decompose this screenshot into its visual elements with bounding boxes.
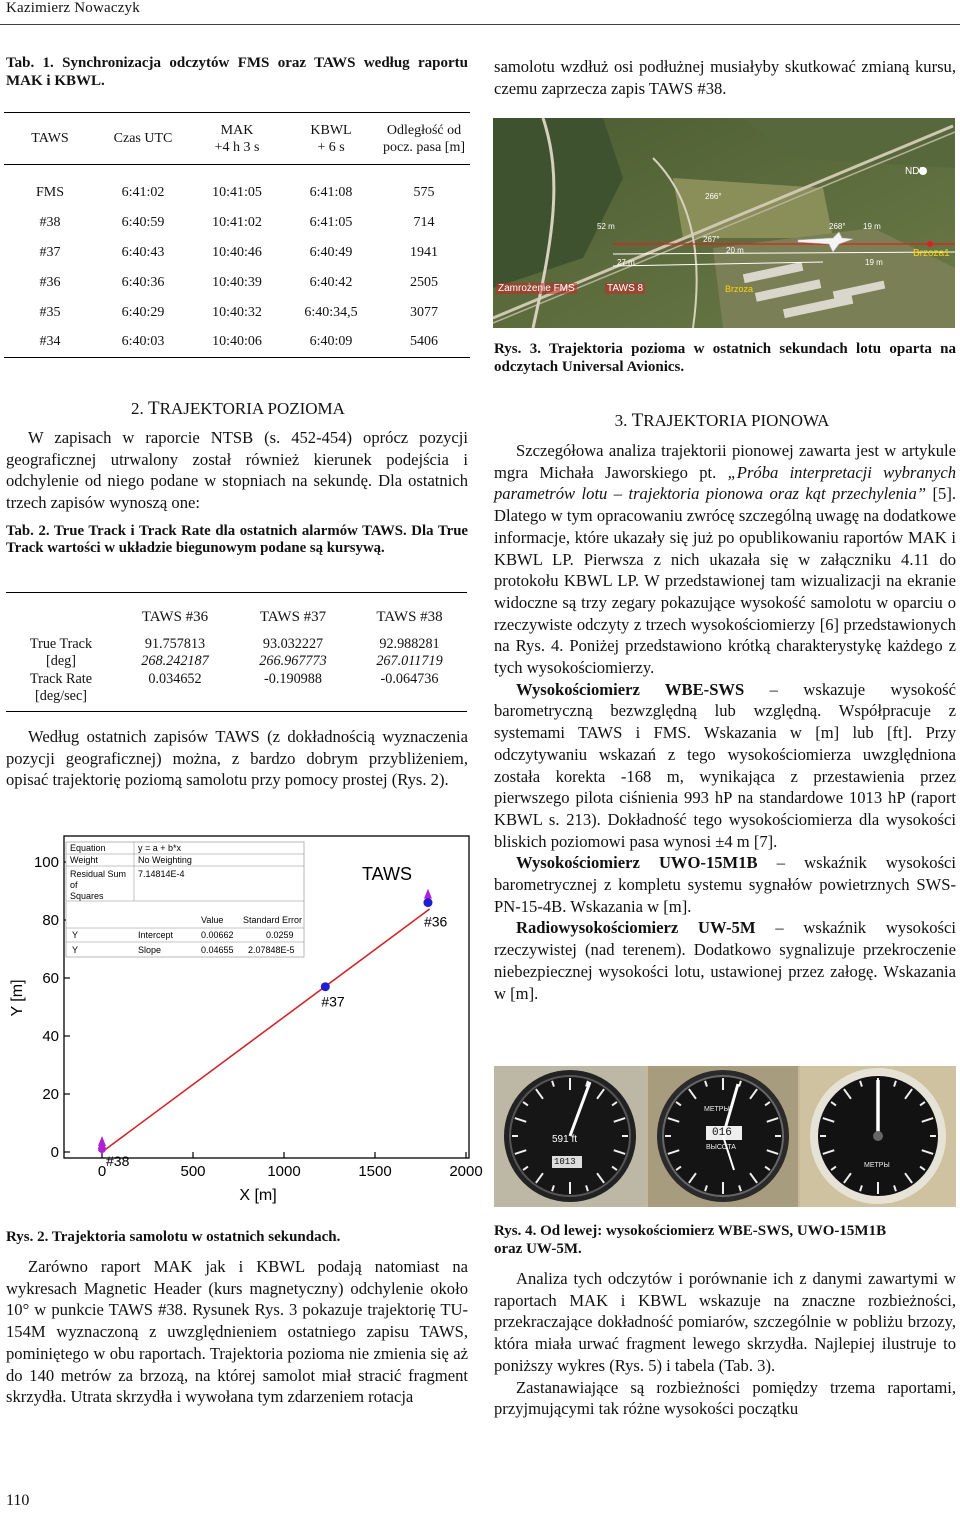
fit-param-cell: Y [72, 945, 79, 955]
table-row: Track Rate [deg/sec] 0.034652 -0.190988 -0.064736 [6, 671, 467, 712]
label-27m: 27 m [617, 258, 635, 267]
fit-param-cell: 0.0259 [266, 930, 294, 940]
label-268: 268° [829, 222, 846, 231]
y-tick-label: 20 [42, 1086, 59, 1103]
tab1-col-kbwl: KBWL + 6 s [284, 113, 378, 165]
tab1-col-mak: MAK +4 h 3 s [190, 113, 284, 165]
right-top-para: samolotu wzdłuż osi podłużnej musiałyby skutkować zmianą kursu, czemu zaprzecza zapis TAWS #38. [494, 57, 956, 98]
gauge2-sublabel: ВЫСОТА [706, 1144, 736, 1151]
fit-param-header: Value [201, 915, 224, 925]
fit-row-label: Equation [70, 843, 106, 853]
label-brzoza: Brzoza [725, 284, 754, 294]
fit-row-value: y = a + b*x [138, 843, 182, 853]
label-brzoza1: Brzoza1 [913, 248, 950, 259]
point-label-37: #37 [321, 993, 345, 1010]
y-tick-label: 0 [50, 1144, 59, 1161]
table-row: #37 6:40:43 10:40:46 6:40:49 1941 [39, 244, 438, 260]
label-ndb: NDB [905, 166, 927, 177]
tab2-col-37: TAWS #37 [234, 593, 352, 630]
x-tick-label: 2000 [449, 1163, 483, 1180]
gauge2-drum: 016 [712, 1127, 732, 1139]
label-266: 266° [705, 192, 722, 201]
gauge1-drum: 1013 [554, 1157, 576, 1167]
y-tick-label: 40 [42, 1028, 59, 1045]
fit-param-header: Standard Error [243, 915, 303, 925]
y-tick-label: 100 [33, 854, 59, 871]
tab1-caption: Tab. 1. Synchronizacja odczytów FMS oraz TAWS według raportu MAK i KBWL. [6, 55, 468, 89]
tab2-col-36: TAWS #36 [116, 593, 234, 630]
fit-row-value: 7.14814E-4 [138, 869, 185, 879]
data-point-37 [321, 982, 330, 991]
running-header: Kazimierz Nowaczyk [6, 0, 140, 16]
table-row: #35 6:40:29 10:40:32 6:40:34,5 3077 [39, 304, 438, 320]
fit-param-cell: Slope [138, 945, 162, 955]
label-267: 267° [703, 235, 720, 244]
tab1-col-utc: Czas UTC [96, 113, 190, 165]
gauge3-label: МЕТРЫ [864, 1162, 890, 1169]
x-tick-label: 0 [97, 1163, 107, 1180]
header-rule [0, 24, 960, 25]
fit-param-cell: 2.07848E-5 [248, 945, 295, 955]
right-bottom-text: Analiza tych odczytów i porównanie ich z danymi zawartymi w raportach MAK i KBWL wskazuje na znaczne rozbieżności, przekraczające dokładność pomiarów, szczególnie w pobliżu brzozy, która miała urwać fragment lewego skrzydła. Najlepiej ilustruje to poniższy wykres (Rys. 5) i tabela (Tab. 3). Zastanawiające są rozbieżności pomiędzy trzema raportami, przyjmującymi tak różne wysokości początku [494, 1269, 956, 1419]
fit-row-label: Weight [70, 855, 98, 865]
x-tick-label: 1500 [358, 1163, 392, 1180]
label-19m-a: 19 m [863, 222, 881, 231]
table-row: #36 6:40:36 10:40:39 6:40:42 2505 [39, 274, 438, 290]
para-zarowno: Zarówno raport MAK jak i KBWL podają natomiast na wykresach Magnetic Header (kurs magnetyczny) odchylenie około 10° w punkcie TAWS #38. Rysunek Rys. 3 pokazuje trajektorię TU-154M wyznaczoną z uwzględnieniem ostatniego zapisu TAWS, pominiętego w obu raportach. Trajektoria pozioma nie zmienia się aż do 140 metrów za brzozą, na której samolot miał stracić fragment skrzydła. Utrata skrzydła i wywołana tym zdarzeniem rotacja [6, 1257, 468, 1407]
fit-param-cell: 0.04655 [201, 945, 234, 955]
gauge-uw-5m [810, 1068, 946, 1204]
x-tick-label: 500 [180, 1163, 206, 1180]
gauge2-label: МЕТРЫ [704, 1106, 730, 1113]
data-point-38 [98, 1145, 106, 1153]
gauge1-readout: 591 ft [552, 1134, 578, 1145]
fig3-caption: Rys. 3. Trajektoria pozioma w ostatnich sekundach lotu oparta na odczytach Universal Avionics. [494, 341, 956, 375]
tab2-caption: Tab. 2. True Track i Track Rate dla ostatnich alarmów TAWS. Dla True Track wartości w układzie biegunowym podane są kursywą. [6, 523, 468, 556]
label-taws: TAWS 8 [607, 283, 644, 294]
table-row: #34 6:40:03 10:40:06 6:40:09 5406 [4, 327, 470, 357]
fit-row-value: No Weighting [138, 855, 192, 865]
y-tick-label: 60 [42, 970, 59, 987]
fit-param-cell: 0.00662 [201, 930, 234, 940]
label-20m: 20 m [726, 246, 744, 255]
y-tick-label: 80 [42, 912, 59, 929]
sec2-para: W zapisach w raporcie NTSB (s. 452-454) oprócz pozycji geograficznej utrwalony został również kierunek podejścia i odchylenie od niego podane w stopniach na sekundę. Dla ostatnich trzech zapisów wynoszą one: [6, 428, 468, 513]
tab1-table [4, 112, 470, 358]
fit-row-label: Residual Sum of Squares [70, 869, 127, 901]
table-row: FMS 6:41:02 10:41:05 6:41:08 575 [35, 185, 435, 201]
point-label-36: #36 [423, 913, 448, 930]
tab2-col-label [6, 593, 116, 630]
label-52m: 52 m [597, 222, 615, 231]
fit-param-cell: Intercept [138, 930, 174, 940]
label-fms: Zamrożenie FMS [498, 283, 575, 294]
fit-param-cell: Y [72, 930, 79, 940]
table-row [4, 165, 470, 179]
x-tick-label: 1000 [267, 1163, 301, 1180]
fig2-caption: Rys. 2. Trajektoria samolotu w ostatnich sekundach. [6, 1229, 341, 1245]
fig4-caption: Rys. 4. Od lewej: wysokościomierz WBE-SWS, UWO-15M1B oraz UW-5M. [494, 1223, 887, 1257]
tab1-col-dist: Odległość od pocz. pasa [m] [378, 113, 470, 165]
point-label-38: #38 [106, 1153, 130, 1169]
fit-stats-table [66, 842, 304, 957]
x-axis-label: X [m] [239, 1187, 277, 1204]
label-19m-b: 19 m [865, 258, 883, 267]
tab1-col-taws: TAWS [4, 113, 96, 165]
data-point-36 [423, 898, 432, 907]
para-wedlug: Według ostatnich zapisów TAWS (z dokładnością wyznaczenia pozycji geograficznej) można, z bardzo dobrym przybliżeniem, opisać trajektorię poziomą samolotu przy pomocy prostej (Rys. 2). [6, 727, 468, 790]
tab2-col-38: TAWS #38 [352, 593, 467, 630]
fig4-gauges-photo [494, 1066, 956, 1207]
page-number: 110 [6, 1492, 30, 1509]
fig2-chart [0, 828, 483, 1208]
sec3-body: Szczegółowa analiza trajektorii pionowej zawarta jest w artykule mgra Michała Jaworskiego pt. „Próba interpretacji wybranych parametrów lotu – trajektoria pionowa oraz kąt przechylenia” [5]. Dlatego w tym opracowaniu zwrócę szczególną uwagę na dodatkowe informacje, które ukazały się już po opublikowaniu raportów MAK i KBWL LP. Pierwsza z nich ukazała się w załączniku 4.11 do protokołu KBWL LP. W przedstawionej tam wizualizacji na ekranie widoczne są trzy zegary pokazujące wysokość samolotu w oparciu o rzeczywiste odczyty z trzech wysokościomierzy [6] przedstawionych na Rys. 4. Poniżej przedstawiono krótką charakterystykę każdego z tych wysokościomierzy. Wysokościomierz WBE-SWS – wskazuje wysokość barometryczną bezwzględną lub względną. Współpracuje z systemami TAWS i FMS. Wskazania w [m] lub [ft]. Przy odczytywaniu wskazań z tego wysokościomierza uwzględniona została korekta -168 m, wynikająca z przestawienia przez pierwszego pilota ciśnienia 993 hP na standardowe 1013 hP (raport KBWL s. 213). Dokładność tego wysokościomierza dla wysokości bliskich poziomowi pasa wynosi ±4 m [7]. Wysokościomierz UWO-15M1B – wskaźnik wysokości barometrycznej z kompletu systemu sygnałów powietrznych SWS-PN-15-4B. Wskazania w [m]. Radiowysokościomierz UW-5M – wskaźnik wysokości rzeczywistej (nad terenem). Dodatkowo sygnalizuje przekroczenie niebezpiecznej wysokości lotu, ustawionej przez załogę. Wskazania w [m]. [494, 441, 957, 1003]
table-row: #38 6:40:59 10:41:02 6:41:05 714 [39, 215, 435, 231]
y-axis-label: Y [m] [9, 979, 26, 1017]
chart-title: TAWS [362, 864, 412, 884]
table-row: True Track [deg] 91.757813 268.242187 93.032227 266.967773 92.988281 267.011719 [29, 635, 443, 669]
sec3-heading: 3. TRAJEKTORIA PIONOWA [614, 410, 830, 431]
tab2-table [6, 592, 467, 712]
sec2-heading: 2. TRAJEKTORIA POZIOMA [131, 398, 345, 419]
fig3-aerial-photo [493, 118, 955, 328]
